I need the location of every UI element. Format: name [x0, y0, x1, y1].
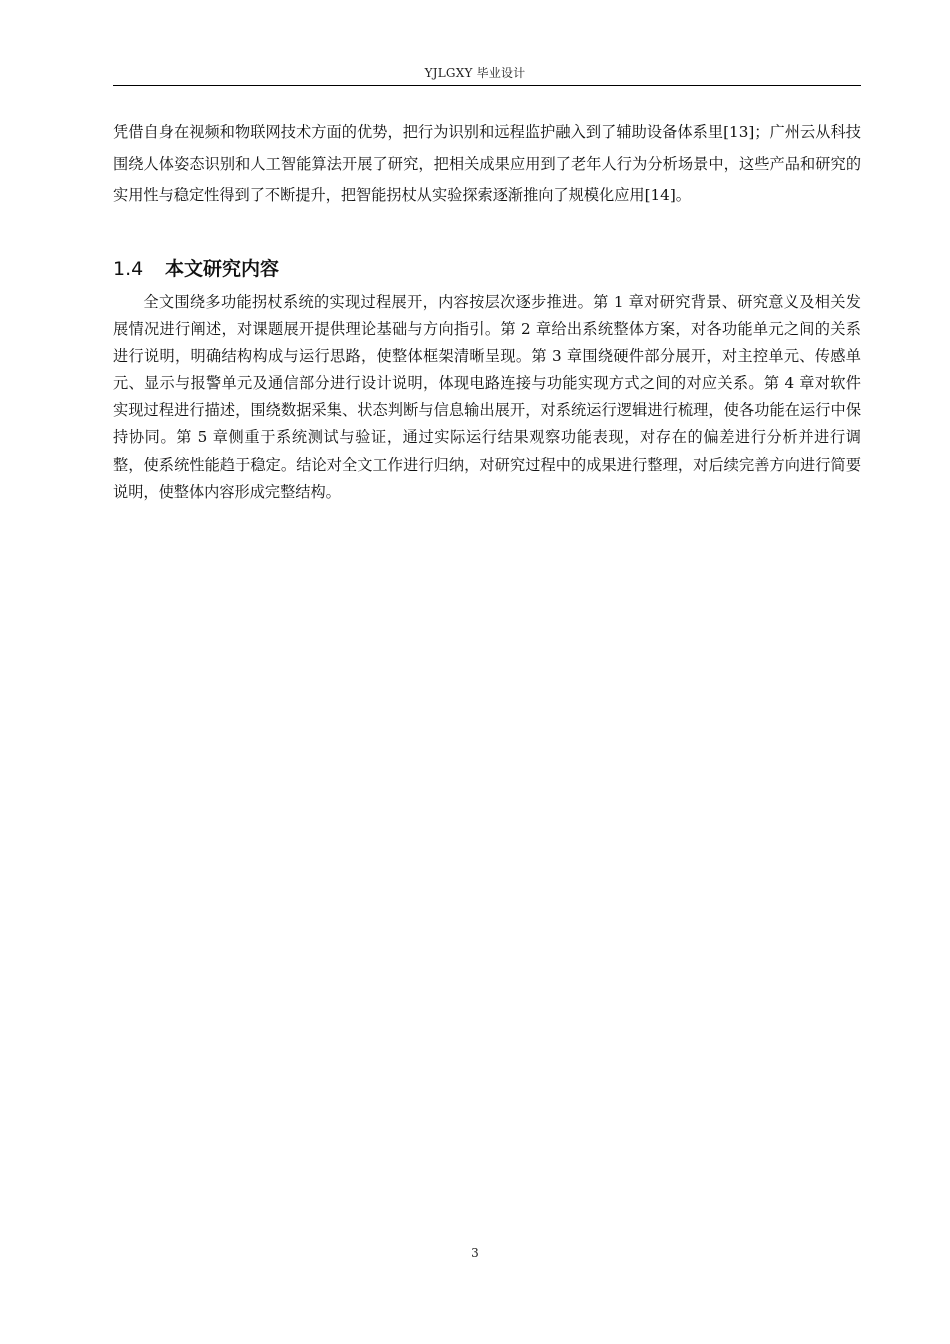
page-number: 3 — [471, 1246, 479, 1260]
header-divider — [113, 85, 861, 86]
running-header: YJLGXY 毕业设计 — [424, 66, 526, 80]
section-number: 1.4 — [113, 258, 144, 280]
body-paragraph-continued: 凭借自身在视频和物联网技术方面的优势，把行为识别和远程监护融入到了辅助设备体系里[13]；广州云从科技围绕人体姿态识别和人工智能算法开展了研究，把相关成果应用到了老年人行为分析场景中，这些产品和研究的实用性与稳定性得到了不断提升，把智能拐杖从实验探索逐渐推向了规模化应用[14]。 — [113, 123, 861, 204]
section-title: 本文研究内容 — [165, 258, 280, 280]
section-heading — [113, 254, 279, 284]
body-paragraph: 全文围绕多功能拐杖系统的实现过程展开，内容按层次逐步推进。第 1 章对研究背景、研究意义及相关发展情况进行阐述，对课题展开提供理论基础与方向指引。第 2 章给出系统整体方案，对各功能单元之间的关系进行说明，明确结构构成与运行思路，使整体框架清晰呈现。第 3 章围绕硬件部分展开，对主控单元、传感单元、显示与报警单元及通信部分进行设计说明，体现电路连接与功能实现方式之间的对应关系。第 4 章对软件实现过程进行描述，围绕数据采集、状态判断与信息输出展开，对系统运行逻辑进行梳理，使各功能在运行中保持协同。第 5 章侧重于系统测试与验证，通过实际运行结果观察功能表现，对存在的偏差进行分析并进行调整，使系统性能趋于稳定。结论对全文工作进行归纳，对研究过程中的成果进行整理，对后续完善方向进行简要说明，使整体内容形成完整结构。 — [113, 293, 861, 501]
